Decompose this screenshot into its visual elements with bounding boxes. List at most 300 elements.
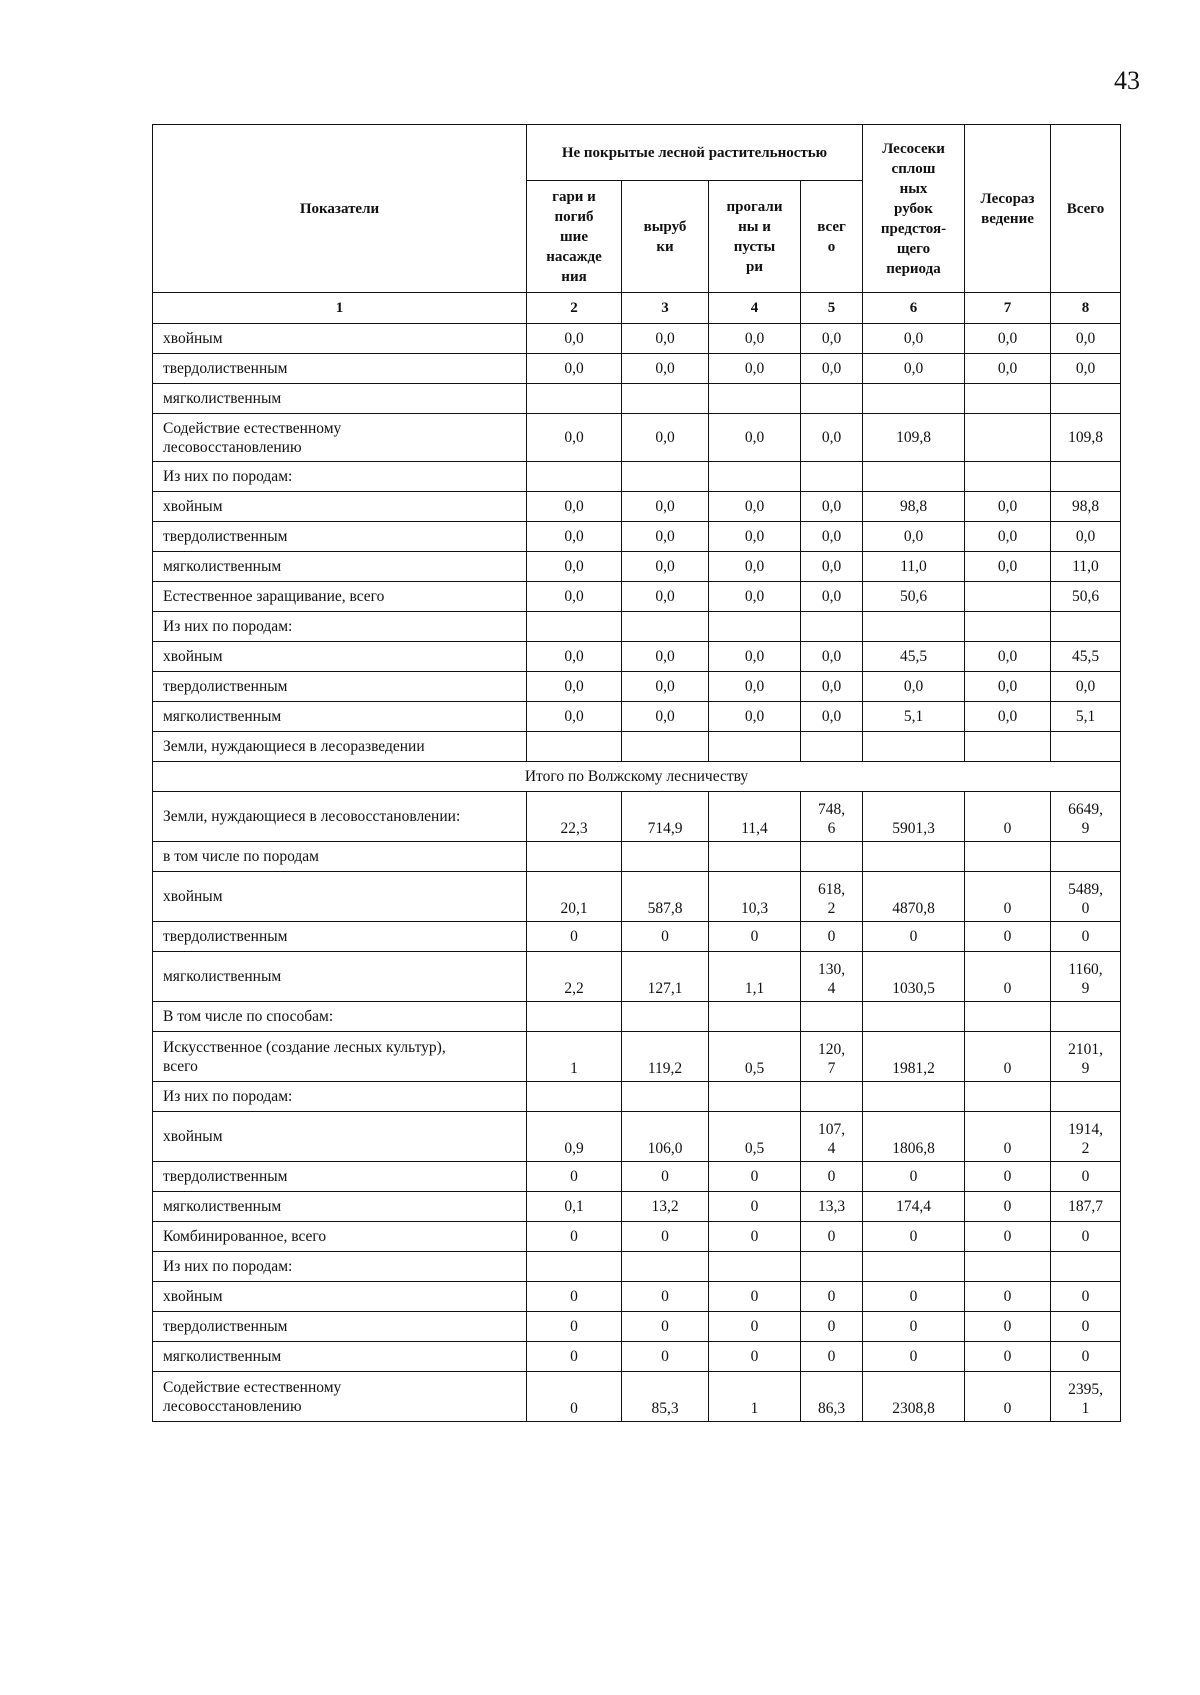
value-cell: 0,0: [965, 354, 1051, 384]
value-cell: 0: [965, 1372, 1051, 1422]
value-cell: 0,0: [622, 642, 709, 672]
value-cell: 0: [965, 952, 1051, 1002]
value-cell: [801, 1082, 863, 1112]
column-number: 1: [153, 293, 527, 324]
value-cell: 0: [965, 1312, 1051, 1342]
value-cell: 0,0: [709, 552, 801, 582]
row-label: Из них по породам:: [153, 1082, 527, 1112]
section-heading: Итого по Волжскому лесничеству: [153, 762, 1121, 792]
value-cell: [1051, 842, 1121, 872]
column-number: 3: [622, 293, 709, 324]
value-cell: 0: [622, 1222, 709, 1252]
value-cell: 0: [863, 1342, 965, 1372]
value-cell: 0,0: [965, 642, 1051, 672]
value-cell: 5,1: [1051, 702, 1121, 732]
header-clearcut-areas: Лесосеки сплош ных рубок предстоя- щего периода: [863, 125, 965, 293]
value-cell: [965, 842, 1051, 872]
value-cell: [863, 842, 965, 872]
value-cell: 0,0: [801, 522, 863, 552]
row-label: Комбинированное, всего: [153, 1222, 527, 1252]
value-cell: 2101, 9: [1051, 1032, 1121, 1082]
header-afforestation: Лесораз ведение: [965, 125, 1051, 293]
value-cell: 109,8: [863, 414, 965, 462]
value-cell: [965, 462, 1051, 492]
value-cell: 11,4: [709, 792, 801, 842]
column-number: 5: [801, 293, 863, 324]
table-row: [153, 762, 1121, 792]
row-label: Содействие естественному лесовосстановлению: [153, 1372, 527, 1422]
row-label: в том числе по породам: [153, 842, 527, 872]
column-number: 4: [709, 293, 801, 324]
value-cell: [622, 612, 709, 642]
value-cell: [622, 384, 709, 414]
row-label: Из них по породам:: [153, 612, 527, 642]
value-cell: [965, 1082, 1051, 1112]
value-cell: [527, 1082, 622, 1112]
column-number: 6: [863, 293, 965, 324]
value-cell: 0,0: [801, 324, 863, 354]
value-cell: 0,0: [709, 414, 801, 462]
value-cell: 0,0: [622, 522, 709, 552]
value-cell: 748, 6: [801, 792, 863, 842]
row-label: Из них по породам:: [153, 1252, 527, 1282]
value-cell: 22,3: [527, 792, 622, 842]
value-cell: 119,2: [622, 1032, 709, 1082]
row-label: мягколиственным: [153, 952, 527, 1002]
value-cell: 0: [527, 1222, 622, 1252]
table-row: [153, 1032, 1121, 1082]
value-cell: 0: [965, 1282, 1051, 1312]
row-label: хвойным: [153, 324, 527, 354]
value-cell: [863, 1252, 965, 1282]
value-cell: [622, 1002, 709, 1032]
value-cell: 0: [863, 1222, 965, 1252]
value-cell: [1051, 1002, 1121, 1032]
table-row: [153, 582, 1121, 612]
value-cell: 5,1: [863, 702, 965, 732]
value-cell: 1: [709, 1372, 801, 1422]
value-cell: 0,0: [863, 522, 965, 552]
table-row: [153, 1192, 1121, 1222]
value-cell: 0: [1051, 922, 1121, 952]
table-row: [153, 1282, 1121, 1312]
table-row: [153, 1082, 1121, 1112]
value-cell: [1051, 462, 1121, 492]
value-cell: 0: [622, 1282, 709, 1312]
value-cell: [801, 612, 863, 642]
row-label: хвойным: [153, 872, 527, 922]
table-row: [153, 1002, 1121, 1032]
value-cell: 45,5: [1051, 642, 1121, 672]
value-cell: 0: [709, 1222, 801, 1252]
value-cell: 0,0: [622, 414, 709, 462]
row-label: твердолиственным: [153, 1162, 527, 1192]
column-number: 2: [527, 293, 622, 324]
value-cell: 13,3: [801, 1192, 863, 1222]
value-cell: [1051, 1082, 1121, 1112]
value-cell: 0: [622, 1342, 709, 1372]
value-cell: 0: [527, 1342, 622, 1372]
table-row: [153, 462, 1121, 492]
value-cell: 0,5: [709, 1112, 801, 1162]
value-cell: 107, 4: [801, 1112, 863, 1162]
value-cell: 0,0: [1051, 672, 1121, 702]
value-cell: [801, 1002, 863, 1032]
row-label: твердолиственным: [153, 922, 527, 952]
value-cell: 0: [965, 1222, 1051, 1252]
value-cell: 0,0: [527, 642, 622, 672]
value-cell: 5489, 0: [1051, 872, 1121, 922]
value-cell: 0,1: [527, 1192, 622, 1222]
value-cell: [1051, 612, 1121, 642]
value-cell: [801, 462, 863, 492]
value-cell: 0,9: [527, 1112, 622, 1162]
value-cell: [709, 1252, 801, 1282]
table-row: [153, 642, 1121, 672]
table-row: [153, 922, 1121, 952]
forest-indicators-table: [152, 124, 1121, 1422]
value-cell: 2,2: [527, 952, 622, 1002]
value-cell: 0,0: [527, 582, 622, 612]
value-cell: 0,0: [622, 552, 709, 582]
value-cell: 0,0: [622, 582, 709, 612]
value-cell: [622, 1252, 709, 1282]
value-cell: 1981,2: [863, 1032, 965, 1082]
table-row: [153, 732, 1121, 762]
value-cell: 1: [527, 1032, 622, 1082]
table-row: [153, 1222, 1121, 1252]
value-cell: [965, 414, 1051, 462]
value-cell: 0: [801, 1312, 863, 1342]
value-cell: 0,0: [965, 672, 1051, 702]
value-cell: [801, 384, 863, 414]
value-cell: 0: [622, 1312, 709, 1342]
row-label: мягколиственным: [153, 1192, 527, 1222]
value-cell: 127,1: [622, 952, 709, 1002]
row-label: хвойным: [153, 642, 527, 672]
value-cell: 50,6: [1051, 582, 1121, 612]
header-glades: прогали ны и пусты ри: [709, 181, 801, 293]
row-label: мягколиственным: [153, 1342, 527, 1372]
table-row: [153, 702, 1121, 732]
value-cell: 2395, 1: [1051, 1372, 1121, 1422]
value-cell: 174,4: [863, 1192, 965, 1222]
value-cell: 0,0: [527, 552, 622, 582]
row-label: Из них по породам:: [153, 462, 527, 492]
value-cell: 0,0: [965, 492, 1051, 522]
value-cell: 0: [965, 792, 1051, 842]
value-cell: 0,0: [622, 672, 709, 702]
header-burned: гари и погиб шие насажде ния: [527, 181, 622, 293]
value-cell: [622, 842, 709, 872]
value-cell: [622, 1082, 709, 1112]
value-cell: 0,0: [965, 552, 1051, 582]
value-cell: 0: [709, 1162, 801, 1192]
row-label: мягколиственным: [153, 384, 527, 414]
value-cell: 109,8: [1051, 414, 1121, 462]
table-row: [153, 792, 1121, 842]
value-cell: 0,0: [527, 672, 622, 702]
value-cell: [965, 1002, 1051, 1032]
value-cell: [863, 732, 965, 762]
table-row: [153, 872, 1121, 922]
value-cell: 0: [965, 922, 1051, 952]
value-cell: 0,0: [801, 702, 863, 732]
value-cell: 0: [965, 1032, 1051, 1082]
table-body: [153, 324, 1121, 1422]
value-cell: 0,0: [1051, 324, 1121, 354]
value-cell: 0: [801, 922, 863, 952]
table-row: [153, 1312, 1121, 1342]
value-cell: 0,0: [709, 492, 801, 522]
value-cell: 0,0: [709, 324, 801, 354]
value-cell: 0: [1051, 1342, 1121, 1372]
table-row: [153, 384, 1121, 414]
value-cell: 0,0: [965, 522, 1051, 552]
value-cell: 2308,8: [863, 1372, 965, 1422]
value-cell: 130, 4: [801, 952, 863, 1002]
value-cell: 0: [965, 1112, 1051, 1162]
value-cell: 0,0: [801, 672, 863, 702]
value-cell: [709, 384, 801, 414]
value-cell: 0: [1051, 1312, 1121, 1342]
value-cell: 0: [527, 922, 622, 952]
value-cell: 587,8: [622, 872, 709, 922]
row-label: хвойным: [153, 492, 527, 522]
value-cell: 98,8: [1051, 492, 1121, 522]
value-cell: [965, 732, 1051, 762]
value-cell: 0: [965, 1192, 1051, 1222]
value-cell: 0,0: [622, 702, 709, 732]
value-cell: 0: [965, 872, 1051, 922]
row-label: твердолиственным: [153, 672, 527, 702]
value-cell: 45,5: [863, 642, 965, 672]
value-cell: 0,0: [801, 414, 863, 462]
table-row: [153, 414, 1121, 462]
value-cell: [1051, 384, 1121, 414]
value-cell: 1914, 2: [1051, 1112, 1121, 1162]
value-cell: 20,1: [527, 872, 622, 922]
value-cell: [863, 462, 965, 492]
value-cell: 187,7: [1051, 1192, 1121, 1222]
value-cell: [527, 1252, 622, 1282]
value-cell: 0: [527, 1282, 622, 1312]
value-cell: 1,1: [709, 952, 801, 1002]
value-cell: 0,0: [622, 492, 709, 522]
table-row: [153, 354, 1121, 384]
table-row: [153, 324, 1121, 354]
value-cell: [709, 732, 801, 762]
value-cell: 11,0: [1051, 552, 1121, 582]
value-cell: 120, 7: [801, 1032, 863, 1082]
value-cell: 0,0: [527, 492, 622, 522]
value-cell: [965, 384, 1051, 414]
row-label: Естественное заращивание, всего: [153, 582, 527, 612]
row-label: хвойным: [153, 1282, 527, 1312]
value-cell: [801, 732, 863, 762]
row-label: мягколиственным: [153, 702, 527, 732]
value-cell: 0,0: [527, 414, 622, 462]
value-cell: 0,0: [863, 324, 965, 354]
value-cell: 0: [863, 1162, 965, 1192]
value-cell: 618, 2: [801, 872, 863, 922]
value-cell: 0: [527, 1162, 622, 1192]
value-cell: 0: [863, 1282, 965, 1312]
value-cell: 5901,3: [863, 792, 965, 842]
value-cell: 0: [1051, 1162, 1121, 1192]
value-cell: 0: [863, 922, 965, 952]
value-cell: 6649, 9: [1051, 792, 1121, 842]
value-cell: 0: [801, 1222, 863, 1252]
value-cell: 0,0: [709, 354, 801, 384]
row-label: В том числе по способам:: [153, 1002, 527, 1032]
value-cell: 11,0: [863, 552, 965, 582]
value-cell: [863, 612, 965, 642]
value-cell: 0: [709, 1312, 801, 1342]
table-row: [153, 952, 1121, 1002]
value-cell: 0,0: [801, 552, 863, 582]
value-cell: 0,0: [622, 354, 709, 384]
row-label: хвойным: [153, 1112, 527, 1162]
header-group-not-covered: Не покрытые лесной растительностью: [527, 125, 863, 181]
value-cell: 0: [527, 1312, 622, 1342]
row-label: твердолиственным: [153, 1312, 527, 1342]
value-cell: [709, 842, 801, 872]
value-cell: 106,0: [622, 1112, 709, 1162]
value-cell: 1030,5: [863, 952, 965, 1002]
row-label: твердолиственным: [153, 354, 527, 384]
value-cell: 0,0: [527, 522, 622, 552]
value-cell: 0,0: [863, 672, 965, 702]
value-cell: [965, 612, 1051, 642]
value-cell: [709, 612, 801, 642]
row-label: мягколиственным: [153, 552, 527, 582]
page-number: 43: [1114, 66, 1140, 95]
table-row: [153, 842, 1121, 872]
value-cell: 0,0: [801, 354, 863, 384]
value-cell: [709, 1082, 801, 1112]
value-cell: 0,0: [965, 702, 1051, 732]
value-cell: 0,5: [709, 1032, 801, 1082]
row-label: Содействие естественному лесовосстановлению: [153, 414, 527, 462]
value-cell: [801, 1252, 863, 1282]
value-cell: [709, 1002, 801, 1032]
value-cell: 0,0: [527, 324, 622, 354]
header-indicator: Показатели: [153, 125, 527, 293]
value-cell: 0: [801, 1162, 863, 1192]
value-cell: 0: [709, 1342, 801, 1372]
value-cell: 0,0: [1051, 354, 1121, 384]
value-cell: 714,9: [622, 792, 709, 842]
value-cell: 0: [1051, 1282, 1121, 1312]
table-row: [153, 522, 1121, 552]
value-cell: 98,8: [863, 492, 965, 522]
column-number: 7: [965, 293, 1051, 324]
value-cell: 0,0: [709, 522, 801, 552]
column-number: 8: [1051, 293, 1121, 324]
value-cell: 0,0: [801, 582, 863, 612]
value-cell: [527, 612, 622, 642]
value-cell: 0: [622, 922, 709, 952]
table-row: [153, 1112, 1121, 1162]
table-row: [153, 1342, 1121, 1372]
value-cell: [965, 582, 1051, 612]
value-cell: 0: [622, 1162, 709, 1192]
table-row: [153, 1162, 1121, 1192]
value-cell: [863, 384, 965, 414]
table-row: [153, 672, 1121, 702]
column-number-row: [153, 293, 1121, 324]
row-label: Искусственное (создание лесных культур), всего: [153, 1032, 527, 1082]
table-row: [153, 612, 1121, 642]
value-cell: 0,0: [709, 642, 801, 672]
value-cell: 0,0: [527, 702, 622, 732]
header-total: Всего: [1051, 125, 1121, 293]
row-label: Земли, нуждающиеся в лесоразведении: [153, 732, 527, 762]
value-cell: 50,6: [863, 582, 965, 612]
value-cell: 0: [709, 922, 801, 952]
value-cell: 0: [801, 1282, 863, 1312]
header-subtotal: всег о: [801, 181, 863, 293]
value-cell: [801, 842, 863, 872]
value-cell: 0,0: [1051, 522, 1121, 552]
value-cell: [527, 462, 622, 492]
value-cell: [1051, 1252, 1121, 1282]
value-cell: [965, 1252, 1051, 1282]
value-cell: 1160, 9: [1051, 952, 1121, 1002]
value-cell: 0,0: [965, 324, 1051, 354]
value-cell: 0,0: [622, 324, 709, 354]
value-cell: 4870,8: [863, 872, 965, 922]
value-cell: 0: [527, 1372, 622, 1422]
value-cell: 1806,8: [863, 1112, 965, 1162]
row-label: Земли, нуждающиеся в лесовосстановлении:: [153, 792, 527, 842]
value-cell: [863, 1082, 965, 1112]
value-cell: 0,0: [709, 672, 801, 702]
value-cell: 0: [801, 1342, 863, 1372]
value-cell: [863, 1002, 965, 1032]
value-cell: [622, 462, 709, 492]
value-cell: 0,0: [801, 492, 863, 522]
table-row: [153, 492, 1121, 522]
value-cell: [622, 732, 709, 762]
value-cell: 0: [1051, 1222, 1121, 1252]
value-cell: 0: [965, 1162, 1051, 1192]
value-cell: 10,3: [709, 872, 801, 922]
value-cell: [1051, 732, 1121, 762]
row-label: твердолиственным: [153, 522, 527, 552]
value-cell: [527, 1002, 622, 1032]
value-cell: 86,3: [801, 1372, 863, 1422]
value-cell: [709, 462, 801, 492]
value-cell: 0,0: [863, 354, 965, 384]
table-row: [153, 1252, 1121, 1282]
value-cell: 85,3: [622, 1372, 709, 1422]
value-cell: 0,0: [709, 702, 801, 732]
header-clearings: выруб ки: [622, 181, 709, 293]
value-cell: [527, 842, 622, 872]
table-row: [153, 552, 1121, 582]
value-cell: 0,0: [801, 642, 863, 672]
value-cell: 0: [863, 1312, 965, 1342]
value-cell: 0: [709, 1282, 801, 1312]
value-cell: 0: [965, 1342, 1051, 1372]
table-row: [153, 1372, 1121, 1422]
value-cell: 0,0: [709, 582, 801, 612]
value-cell: [527, 732, 622, 762]
value-cell: 0,0: [527, 354, 622, 384]
value-cell: 0: [709, 1192, 801, 1222]
